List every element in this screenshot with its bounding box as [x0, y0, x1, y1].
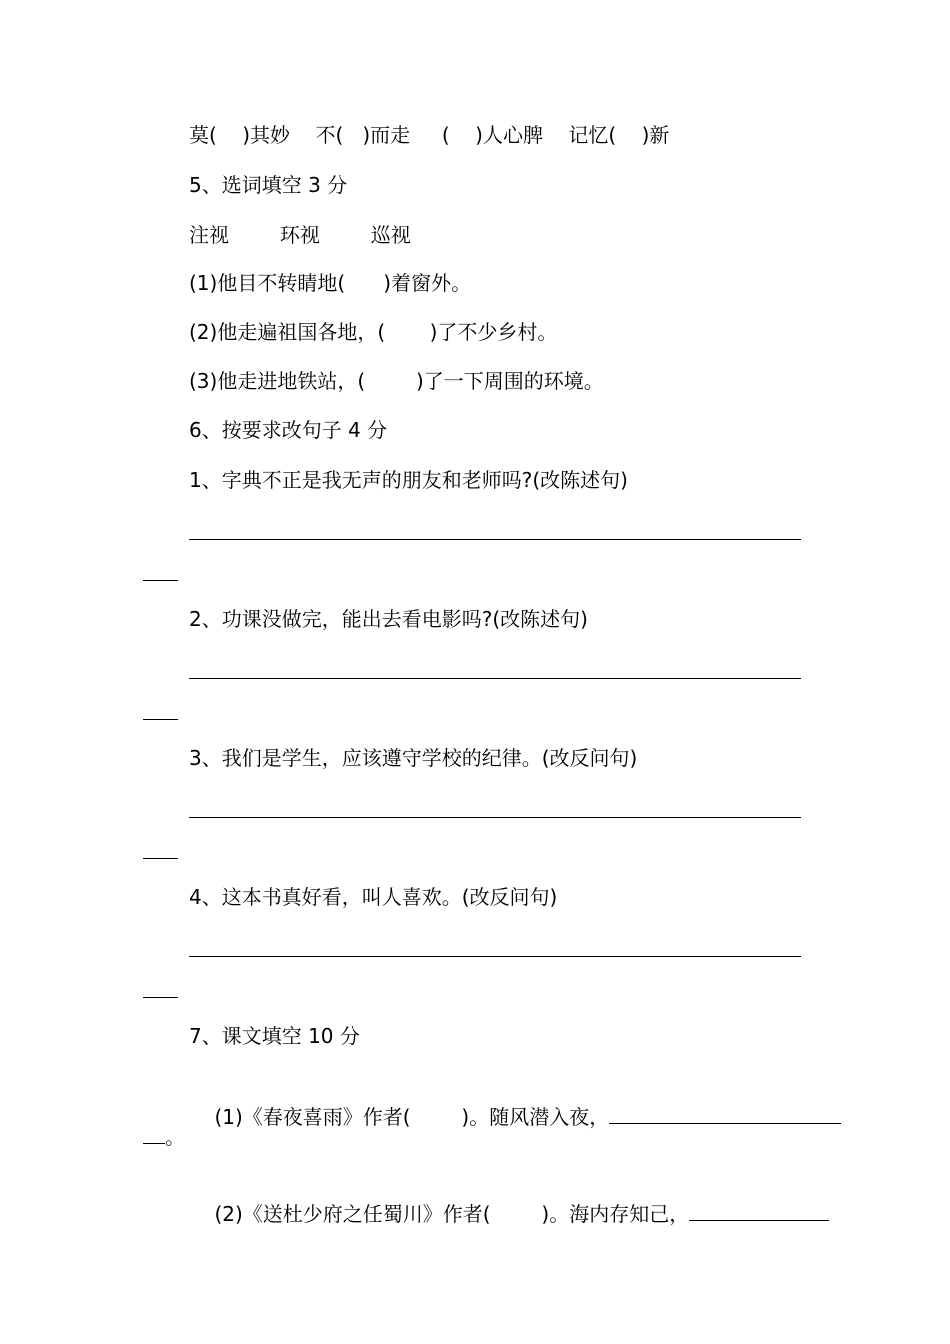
q7-title: 7、课文填空 10 分	[189, 1024, 360, 1048]
q7-item-1-blank-stub	[143, 1123, 165, 1144]
q7-item-1-end	[143, 1122, 185, 1152]
q7-item-1	[189, 1071, 841, 1162]
q6-item-3: 3、我们是学生，应该遵守学校的纪律。(改反问句)	[189, 746, 638, 770]
q7-item-2-text: (2)《送杜少府之任蜀川》作者( )。海内存知己，	[214, 1202, 690, 1226]
answer-line-stub	[143, 580, 178, 581]
q7-item-1-blank	[609, 1101, 841, 1124]
q5-item-3: (3)他走进地铁站，( )了一下周围的环境。	[189, 369, 604, 393]
q5-choices: 注视 环视 巡视	[189, 223, 411, 247]
answer-line-stub	[143, 858, 178, 859]
q5-item-1: (1)他目不转睛地( )着窗外。	[189, 271, 472, 295]
q5-item-2: (2)他走遍祖国各地，( )了不少乡村。	[189, 320, 558, 344]
answer-line	[189, 817, 801, 818]
q7-item-1-end-mark: 。	[165, 1125, 185, 1149]
q6-item-4: 4、这本书真好看，叫人喜欢。(改反问句)	[189, 885, 558, 909]
q6-title: 6、按要求改句子 4 分	[189, 418, 388, 442]
answer-line	[189, 956, 801, 957]
answer-line	[189, 539, 801, 540]
q6-item-2: 2、功课没做完，能出去看电影吗?(改陈述句)	[189, 607, 588, 631]
answer-line-stub	[143, 719, 178, 720]
q7-item-2	[189, 1168, 829, 1259]
q7-item-1-text: (1)《春夜喜雨》作者( )。随风潜入夜，	[214, 1105, 610, 1129]
q6-item-1: 1、字典不正是我无声的朋友和老师吗?(改陈述句)	[189, 468, 628, 492]
answer-line	[189, 678, 801, 679]
idiom-fill-line: 莫( )其妙 不( )而走 ( )人心脾 记忆( )新	[189, 123, 670, 147]
answer-line-stub	[143, 997, 178, 998]
q5-title: 5、选词填空 3 分	[189, 173, 348, 197]
q7-item-2-blank	[689, 1198, 829, 1221]
